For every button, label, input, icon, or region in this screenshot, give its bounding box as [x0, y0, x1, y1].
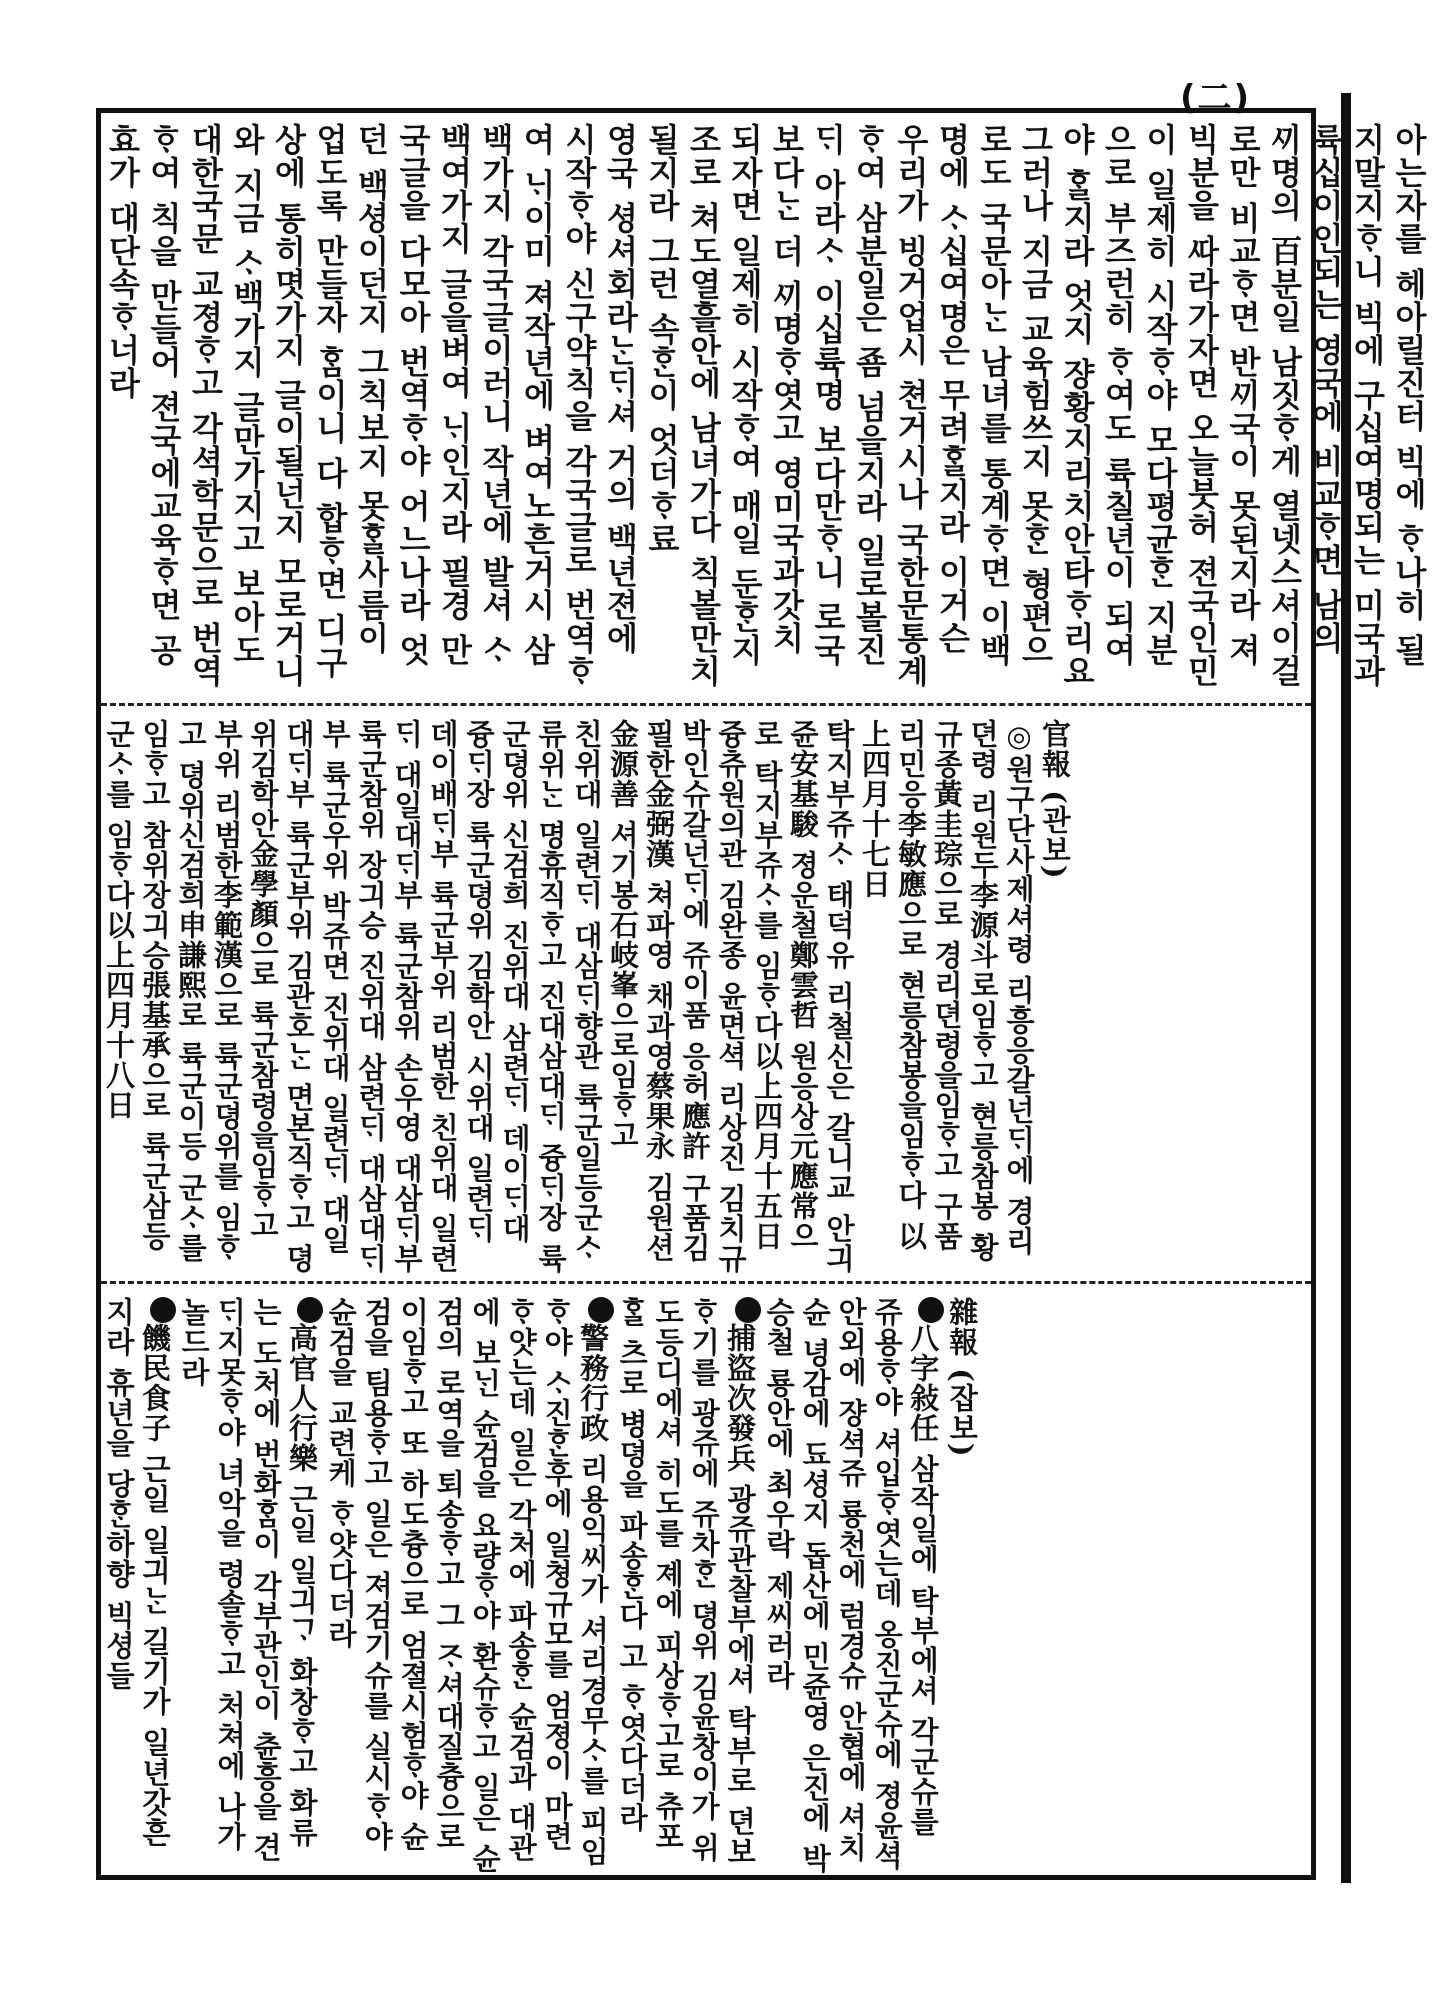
section-divider [101, 1281, 1311, 1284]
article-bullet-icon [918, 1297, 944, 1323]
misc-news-text: 雜報 (잡보) 八字敍任 삼작일에 탁부에셔 각군슈를 쥬용ᄒᆞ야 셔입ᄒᆞ엿는데 옹진군슈에 졍윤셕 안외에 쟝셕쥬 룡천에 럼경슈 안협에 셔치슌 녕감에 됴셩지 돕산에 민쥰영 은진에 박승철 룡안에 최우락 제씨러라 捕盜次發兵 광쥬관찰부에셔 탁부로 뎐보ᄒᆞ기를 광쥬에 쥬차ᄒᆞᆫ 뎡위 김윤창이가 위도등디에셔 히도를 졔에 피상ᄒᆞ고로 츄포ᄒᆞᆯ 츠로 병뎡을 파송ᄒᆞᆫ다 고 ᄒᆞ엿다더라 警務行政 리용익씨가 셔리경무ᄉᆞ를 피임ᄒᆞ야 ᄉᆞ진ᄒᆞᆫ후에 일쳥규모를 엄졍이 마련ᄒᆞ얏는데 일은 각처에 파송ᄒᆞᆫ 슌검과 대관에 보ᄂᆡᆫ 슌검을 요량ᄒᆞ야 환슈ᄒᆞ고 일은 슌검의 로역을 퇴송ᄒᆞ고 그 ᄌᆞ셔대질츙으로 이임ᄒᆞ고 또 하도츙으로 엄졀시험ᄒᆞ야 슌검을 팀용ᄒᆞ고 일은 져검기슈를 실시ᄒᆞ야 슌검을 교련케 ᄒᆞ얏다더라 高官人行樂 근일 일긔ᄀᆞ 화창ᄒᆞ고 화류는 도처에 번화ᄒᆞᆷ이 각부관인이 츈흥을 견ᄃᆡ지못ᄒᆞ야 녀악을 령솔ᄒᆞ고 처쳐에 나가놀드라 饑民食子 근일 일긔ᄂᆞᆫ 길기가 일년갓흔지라 휴년을 당ᄒᆞᆫ하향 빅셩들 [101, 1287, 992, 1877]
article-text: 근일 일긔ᄂᆞᆫ 길기가 일년갓흔지라 휴년을 당ᄒᆞᆫ하향 빅셩들 [102, 1297, 172, 1848]
misc-news-section [101, 1287, 1311, 1877]
official-gazette-heading: 官報 [1038, 719, 1072, 779]
news-article [101, 1297, 176, 1877]
editorial-section [101, 113, 1428, 699]
gazette-entry: 즁츄원의관 김완종 윤면셕 리상진 김치규 박인슈갈넌ᄃᆡ에 쥬이품 응허應許 구품김필한金弼漢 쳐파영 채과영蔡果永 김원션金源善 셔기봉石岐峯으로임ᄒᆞ고 [606, 719, 748, 1274]
article-bullet-icon [588, 1297, 614, 1323]
article-text: 리용익씨가 셔리경무ᄉᆞ를 피임ᄒᆞ야 ᄉᆞ진ᄒᆞᆫ후에 일쳥규모를 엄졍이 마련ᄒᆞ얏는데 일은 각처에 파송ᄒᆞᆫ 슌검과 대관에 보ᄂᆡᆫ 슌검을 요량ᄒᆞ야 환슈ᄒᆞ고 일은 슌검의 로역을 퇴송ᄒᆞ고 그 ᄌᆞ셔대질츙으로 이임ᄒᆞ고 또 하도츙으로 엄졀시험ᄒᆞ야 슌검을 팀용ᄒᆞ고 일은 져검기슈를 실시ᄒᆞ야 슌검을 교련케 ᄒᆞ얏다더라 [324, 1297, 611, 1874]
article-text: 삼작일에 탁부에셔 각군슈를 쥬용ᄒᆞ야 셔입ᄒᆞ엿는데 옹진군슈에 졍윤셕 안외에 쟝셕쥬 룡천에 럼경슈 안협에 셔치슌 녕감에 됴셩지 돕산에 민쥰영 은진에 박승철 룡안에 최우락 제씨러라 [762, 1297, 941, 1874]
gazette-entry: 탁지부쥬ᄉᆞ 태덕유 리철신은 갈니교 안긔쥰安基駿 졍운철鄭雲哲 원응상元應常으로 탁지부쥬ᄉᆞ를 임ᄒᆞ다以上四月十五日 [750, 719, 856, 1274]
article-text: 근일 일긔ᄀᆞ 화창ᄒᆞ고 화류는 도처에 번화ᄒᆞᆷ이 각부관인이 츈흥을 견ᄃᆡ지못ᄒᆞ야 녀악을 령솔ᄒᆞ고 처쳐에 나가놀드라 [177, 1297, 320, 1863]
editorial-text [101, 113, 1441, 699]
news-article [614, 1297, 761, 1877]
page-number: (二) [1180, 78, 1252, 118]
editorial-paragraph: 영국 셩셔회라ᄂᆞᆫᄃᆡ셔 거의 백년젼에 시작ᄒᆞ야 신구약칙을 각국글로 번역ᄒᆞ여 ᄂᆡ이미 져작년에 벼여노흔거시 삼백가지 각국글이러니 작년에 발셔 ᄉᆞ백여가지 글을벼여 ᄂᆡ인지라 필경 만국글을 다모아 번역ᄒᆞ야 어느나라 엇던 백셩이던지 그칙보지 못ᄒᆞᆯ사름이 업도록 만들자 ᄒᆞᆷ이니 다 합ᄒᆞ면 디구상에 통히몃가지 글이될넌지 모로거니와 지금 ᄉᆞ백가지 글만가지고 보아도 대한국문 교졍ᄒᆞ고 각셕학문으로 번역ᄒᆞ여 칙을 만들어 젼국에교육ᄒᆞ면 공효가 대단속ᄒᆞ너라 [103, 123, 640, 688]
official-gazette-text: 官報 (관보) ◎원구단사제셔령 리흥응갈넌ᄃᆡ에 경리뎐령 리원두李源斗로임ᄒᆞ고 현릉참봉 황규종黃圭琮으로 경리뎐령을임ᄒᆞ고 구품 리민응李敏應으로 현릉참봉을임ᄒᆞ다 以上四月十七日 탁지부쥬ᄉᆞ 태덕유 리철신은 갈니교 안긔쥰安基駿 졍운철鄭雲哲 원응상元應常으로 탁지부쥬ᄉᆞ를 임ᄒᆞ다以上四月十五日 즁츄원의관 김완종 윤면셕 리상진 김치규 박인슈갈넌ᄃᆡ에 쥬이품 응허應許 구품김필한金弼漢 쳐파영 채과영蔡果永 김원션金源善 셔기봉石岐峯으로임ᄒᆞ고 친위대 일련ᄃᆡ 대삼ᄃᆡ향관 륙군일등군ᄉᆞ 류위ᄂᆞᆫ 명휴직ᄒᆞ고 진대삼대ᄃᆡ 즁ᄃᆡ장 륙군뎡위 신검희 진위대 삼련ᄃᆡ 데이ᄃᆡ대 즁ᄃᆡ장 륙군뎡위 김학안 시위대 일련ᄃᆡ 데이배ᄃᆡ부 륙군부위 리범한 친위대 일련ᄃᆡ 대일대ᄃᆡ부 륙군참위 손우영 대삼ᄃᆡ부 륙군참위 장긔승 진위대 삼련ᄃᆡ 대삼대ᄃᆡ부 륙군우위 박쥬면 진위대 일련ᄃᆡ 대일대ᄃᆡ부 륙군부위 김관호ᄂᆞᆫ 면본직ᄒᆞ고 뎡위김학안金學顏으로 륙군참령을임ᄒᆞ고 부위 리범한李範漢으로 륙군뎡위를 임ᄒᆞ고 뎡위신검희申謙熙로 륙군이등 군ᄉᆞ를 임ᄒᆞ고 참위장긔승張基承으로 륙군삼등 군ᄉᆞ를 임ᄒᆞ다以上四月十八日 [101, 709, 1085, 1277]
editorial-paragraph: 아는자를 헤아릴진터 빅에 ᄒᆞ나히 될지말지ᄒᆞ니 빅에 구십여명되는 미국과 륙십이인되는 영국에 비교ᄒᆞ면 남의 ᄭᅵ명의 百분일 남짓ᄒᆞ게 열넷스셔이걸로만 비교ᄒᆞ면 반ᄭᅵ국이 못된지라 져 빅분을 ᄯᅡ라가자면 오늘붓허 젼국인민이 일제히 시작ᄒᆞ야 모다평균ᄒᆞᆫ 지분으로 부즈런히 ᄒᆞ여도 륙칠년이 되여야 ᄒᆞᆯ지라 엇지 쟝황지리치안타ᄒᆞ리요 그러나 지금 교육힘쓰지 못ᄒᆞᆫ 형편으로도 국문아ᄂᆞᆫ 남녀를 통계ᄒᆞ면 이백명에 ᄉᆞ십여명은 무려ᄒᆞᆯ지라 이거슨 우리가 빙거업시 쳔거시나 국한문통계ᄒᆞ여 삼분일은 죰 넘을지라 일로볼진ᄃᆡ 아라ᄉᆞ 이십륙명 보다만ᄒᆞ니 로국보다ᄂᆞᆫ 더 ᄭᅵ명ᄒᆞ엿고 영미국과갓치 되자면 일제히 시작ᄒᆞ여 매일 둔ᄒᆞᆫ지조로 쳐도열흘안에 남녀가다 칙볼만치 될지라 그런 속ᄒᆞᆫ이 엇더ᄒᆞ료 [643, 123, 1428, 688]
news-article [176, 1297, 323, 1877]
news-article [323, 1297, 614, 1877]
article-bullet-icon [297, 1297, 323, 1323]
newspaper-page-frame [96, 108, 1428, 1880]
article-title: 八字敍任 [906, 1323, 941, 1444]
article-bullet-icon [735, 1297, 761, 1323]
official-gazette-heading-sub: 관보 [1038, 804, 1072, 865]
misc-news-heading: 雜報 [945, 1297, 980, 1357]
article-bullet-icon [150, 1297, 176, 1323]
article-title: 饑民食子 [138, 1323, 172, 1444]
article-title: 捕盜次發兵 [723, 1323, 758, 1474]
news-article [761, 1297, 944, 1877]
misc-news-heading-sub: 잡보 [945, 1382, 980, 1443]
gazette-entry: ◎원구단사제셔령 리흥응갈넌ᄃᆡ에 경리뎐령 리원두李源斗로임ᄒᆞ고 현릉참봉 황규종黃圭琮으로 경리뎐령을임ᄒᆞ고 구품 리민응李敏應으로 현릉참봉을임ᄒᆞ다 以上四月十七日 [858, 719, 1036, 1263]
section-divider [101, 703, 1311, 706]
article-title: 警務行政 [576, 1323, 611, 1444]
article-text: 광쥬관찰부에셔 탁부로 뎐보ᄒᆞ기를 광쥬에 쥬차ᄒᆞᆫ 뎡위 김윤창이가 위도등디에셔 히도를 졔에 피상ᄒᆞ고로 츄포ᄒᆞᆯ 츠로 병뎡을 파송ᄒᆞᆫ다 고 ᄒᆞ엿다더라 [615, 1297, 758, 1867]
official-gazette-section [101, 709, 1311, 1277]
article-title: 高官人行樂 [285, 1323, 320, 1474]
gazette-entry: 친위대 일련ᄃᆡ 대삼ᄃᆡ향관 륙군일등군ᄉᆞ 류위ᄂᆞᆫ 명휴직ᄒᆞ고 진대삼대ᄃᆡ 즁ᄃᆡ장 륙군뎡위 신검희 진위대 삼련ᄃᆡ 데이ᄃᆡ대 즁ᄃᆡ장 륙군뎡위 김학안 시위대 일련ᄃᆡ 데이배ᄃᆡ부 륙군부위 리범한 친위대 일련ᄃᆡ 대일대ᄃᆡ부 륙군참위 손우영 대삼ᄃᆡ부 륙군참위 장긔승 진위대 삼련ᄃᆡ 대삼대ᄃᆡ부 륙군우위 박쥬면 진위대 일련ᄃᆡ 대일대ᄃᆡ부 륙군부위 김관호ᄂᆞᆫ 면본직ᄒᆞ고 뎡위김학안金學顏으로 륙군참령을임ᄒᆞ고 부위 리범한李範漢으로 륙군뎡위를 임ᄒᆞ고 뎡위신검희申謙熙로 륙군이등 군ᄉᆞ를 임ᄒᆞ고 참위장긔승張基承으로 륙군삼등 군ᄉᆞ를 임ᄒᆞ다以上四月十八日 [102, 719, 604, 1274]
